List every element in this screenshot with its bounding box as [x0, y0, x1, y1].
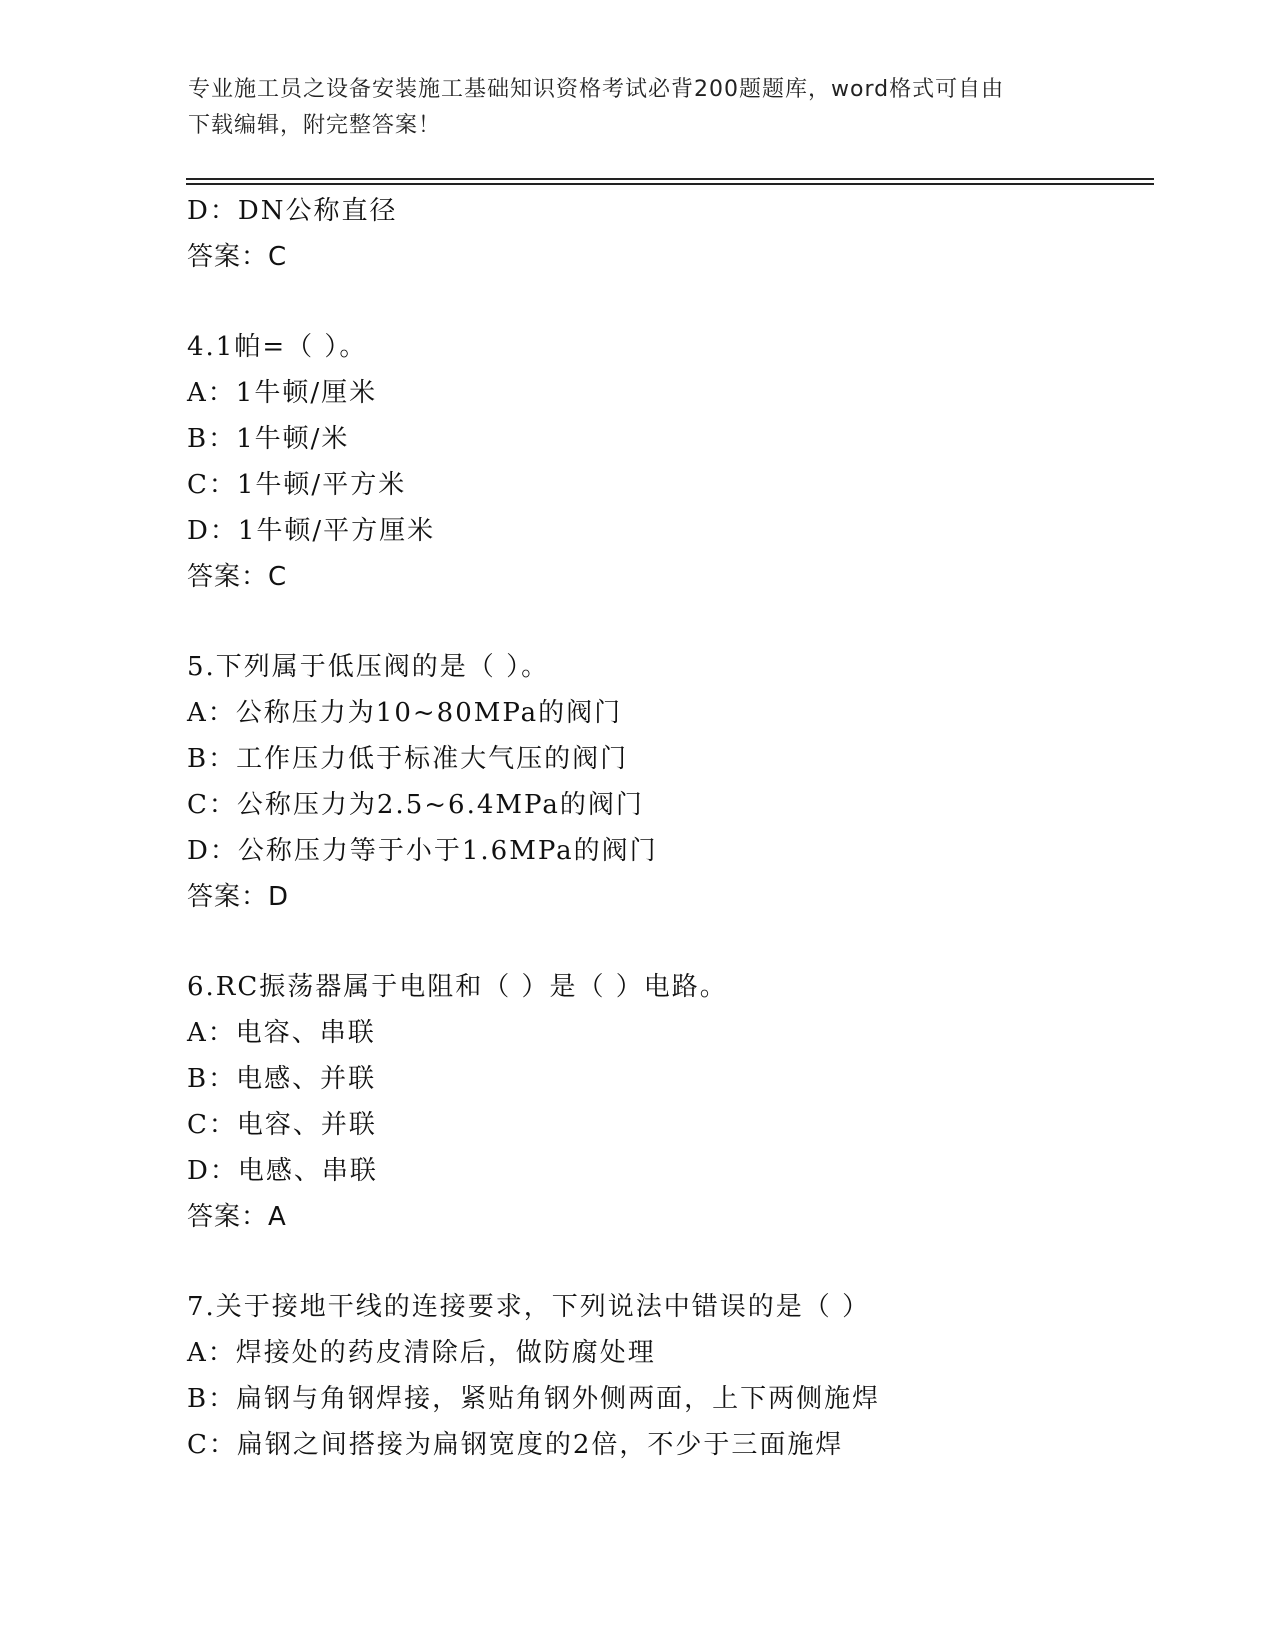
question-stem: 7.关于接地干线的连接要求，下列说法中错误的是（ ） [187, 1292, 871, 1322]
option-c: C：公称压力为2.5~6.4MPa的阀门 [187, 790, 644, 820]
question-stem: 5.下列属于低压阀的是（ ）。 [187, 652, 550, 682]
spacer [187, 1240, 1147, 1284]
header-divider-bottom [186, 183, 1154, 185]
question-5 [187, 644, 1147, 920]
option-b: B：工作压力低于标准大气压的阀门 [187, 744, 629, 774]
header-line-2: 下载编辑，附完整答案！ [188, 113, 442, 138]
answer: 答案：D [187, 882, 290, 912]
question-7 [187, 1284, 1147, 1468]
option-a: A：公称压力为10~80MPa的阀门 [187, 698, 623, 728]
answer: 答案：C [187, 562, 288, 592]
header-divider-top [186, 178, 1154, 180]
question-stem: 6.RC振荡器属于电阻和（ ）是（ ）电路。 [187, 972, 728, 1002]
spacer [187, 600, 1147, 644]
option-a: A：电容、串联 [187, 1018, 376, 1048]
option-c: C：1牛顿/平方米 [187, 470, 407, 500]
option-a: A：1牛顿/厘米 [187, 378, 378, 408]
option-d: D：电感、串联 [187, 1156, 378, 1186]
question-6 [187, 964, 1147, 1240]
answer: 答案：A [187, 1202, 287, 1232]
question-list [187, 188, 1147, 1468]
option-d: D：公称压力等于小于1.6MPa的阀门 [187, 836, 658, 866]
document-header [188, 72, 1088, 144]
spacer [187, 280, 1147, 324]
question-stem: 4.1帕=（ ）。 [187, 332, 368, 362]
option-b: B：电感、并联 [187, 1064, 377, 1094]
option-d: D：DN公称直径 [187, 196, 398, 226]
option-a: A：焊接处的药皮清除后，做防腐处理 [187, 1338, 656, 1368]
spacer [187, 920, 1147, 964]
option-b: B：扁钢与角钢焊接，紧贴角钢外侧两面，上下两侧施焊 [187, 1384, 881, 1414]
option-b: B：1牛顿/米 [187, 424, 350, 454]
option-c: C：电容、并联 [187, 1110, 377, 1140]
question-4 [187, 324, 1147, 600]
answer: 答案：C [187, 242, 288, 272]
option-d: D：1牛顿/平方厘米 [187, 516, 436, 546]
option-c: C：扁钢之间搭接为扁钢宽度的2倍，不少于三面施焊 [187, 1430, 844, 1460]
header-line-1: 专业施工员之设备安装施工基础知识资格考试必背200题题库，word格式可自由 [188, 77, 1005, 102]
